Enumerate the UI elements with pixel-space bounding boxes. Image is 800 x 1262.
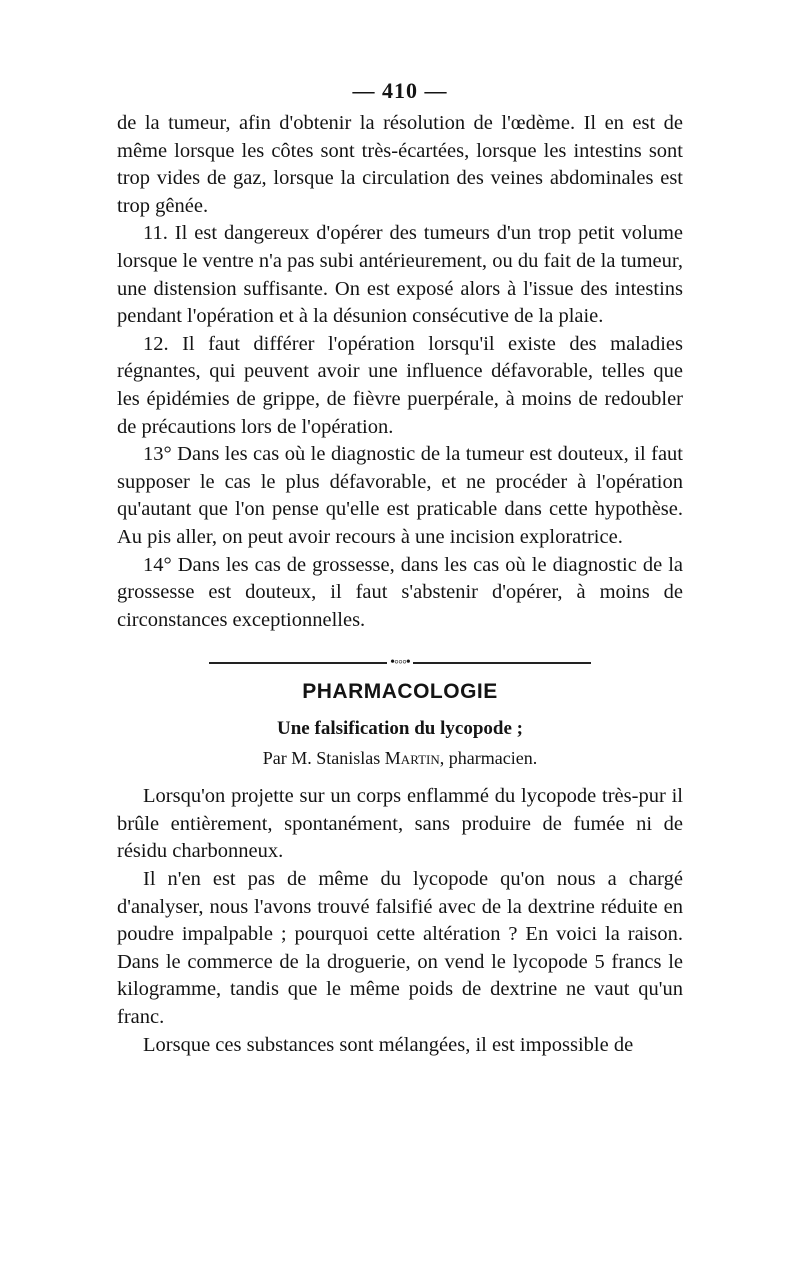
paragraph-item-11: 11. Il est dangereux d'opérer des tumeurs d'un trop petit volume lorsque le ventre n'a pas subi antérieurement, ou du fait de la tumeur, une distension suffisante. On est exposé alors à l'issue des intestins pendant l'opération et à la désunion consécutive de la plaie. — [117, 222, 683, 328]
book-page — [117, 78, 683, 1059]
paragraph-item-12: 12. Il faut différer l'opération lorsqu'il existe des maladies régnantes, qui peuvent avoir une influence défavorable, telles que les épidémies de grippe, de fièvre puerpérale, à moins de redoubler de précautions lors de l'opération. — [117, 332, 683, 438]
paragraph-item-14: 14° Dans les cas de grossesse, dans les cas où le diagnostic de la grossesse est douteux, il faut s'abstenir d'opérer, à moins de circonstances exceptionnelles. — [117, 553, 683, 631]
paragraph-body-1: Lorsqu'on projette sur un corps enflammé du lycopode très-pur il brûle entièrement, spontanément, sans produire de fumée ni de résidu charbonneux. — [117, 785, 683, 863]
divider-line-right — [413, 662, 591, 664]
author-surname: Martin — [384, 748, 440, 769]
divider-ornament-icon: •◦◦◦• — [390, 655, 410, 671]
paragraph-body-2: Il n'en est pas de même du lycopode qu'on nous a chargé d'analyser, nous l'avons trouvé falsifié avec de la dextrine réduite en poudre impalpable ; pourquoi cette altération ? En voici la raison. Dans le commerce de la droguerie, on vend le lycopode 5 francs le kilogramme, tandis que le même poids de dextrine ne vaut qu'un franc. — [117, 868, 683, 1029]
divider-line-left — [209, 662, 387, 664]
author-prefix: Par M. Stanislas — [262, 748, 381, 769]
paragraph-body-3: Lorsque ces substances sont mélangées, il est impossible de — [143, 1033, 634, 1056]
section-title: PHARMACOLOGIE — [302, 680, 498, 704]
article-author — [117, 748, 683, 769]
page-number: — 410 — — [352, 78, 448, 103]
author-suffix: , pharmacien. — [439, 748, 538, 769]
section-divider — [117, 656, 683, 670]
article-title: Une falsification du lycopode ; — [277, 718, 523, 740]
paragraph-item-13: 13° Dans les cas où le diagnostic de la tumeur est douteux, il faut supposer le cas le plus défavorable, et ne procéder à l'opération qu'autant que l'on pense qu'elle est praticable dans cette hypothèse. Au pis aller, on peut avoir recours à une incision exploratrice. — [117, 443, 683, 548]
paragraph-continuation: de la tumeur, afin d'obtenir la résolution de l'œdème. Il en est de même lorsque les côtes sont très-écartées, lorsque les intestins sont trop vides de gaz, lorsque la circulation des veines abdominales est trop gênée. — [117, 112, 683, 217]
